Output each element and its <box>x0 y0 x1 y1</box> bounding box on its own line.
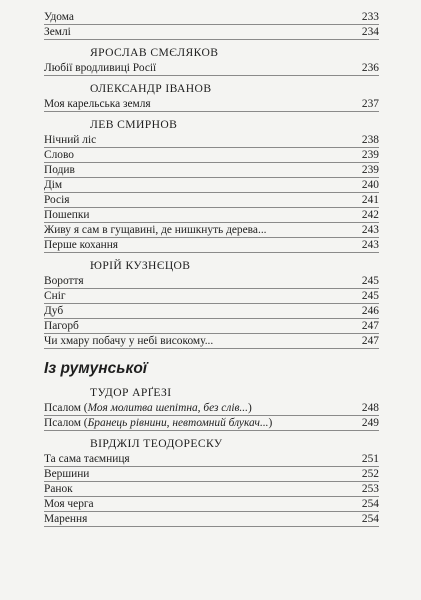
toc-entry <box>44 274 379 289</box>
toc-groups-before <box>44 10 379 349</box>
author-name: ОЛЕКСАНДР ІВАНОВ <box>90 82 212 95</box>
author-name: ЛЕВ СМИРНОВ <box>90 118 178 131</box>
toc-entry <box>44 10 379 25</box>
toc-entry <box>44 61 379 76</box>
entry-title-italic: Бранець рівнини, невтомний блукач... <box>87 417 269 429</box>
author-name: ТУДОР АРҐЕЗІ <box>90 386 172 399</box>
entry-title: Перше кохання <box>44 239 119 251</box>
toc-entry <box>44 193 379 208</box>
toc-entry <box>44 25 379 40</box>
entry-title: Слово <box>44 149 74 161</box>
entry-title-suffix: ) <box>247 402 252 414</box>
entry-title: Нічний ліс <box>44 134 97 146</box>
entry-title-prefix: Псалом ( <box>44 402 88 414</box>
entry-title: Вороття <box>44 275 84 287</box>
toc-entry <box>44 452 379 467</box>
entry-title: Марення <box>44 513 88 525</box>
entry-page-number: 251 <box>361 453 379 465</box>
toc-entry <box>44 482 379 497</box>
entry-page-number: 237 <box>361 98 379 110</box>
entry-title: Дім <box>44 179 63 191</box>
toc-entry <box>44 178 379 193</box>
entry-title: Вершини <box>44 468 90 480</box>
entry-title: Землі <box>44 26 71 38</box>
entry-page-number: 245 <box>361 275 379 287</box>
entry-title: Сніг <box>44 290 66 302</box>
entry-page-number: 243 <box>361 224 379 236</box>
entry-page-number: 247 <box>361 335 379 347</box>
entry-page-number: 236 <box>361 62 379 74</box>
entry-page-number: 233 <box>361 11 379 23</box>
entry-page-number: 243 <box>361 239 379 251</box>
entry-title: Живу я сам в гущавині, де нишкнуть дерева... <box>44 224 267 236</box>
entry-page-number: 246 <box>361 305 379 317</box>
entry-page-number: 238 <box>361 134 379 146</box>
entry-title: Росія <box>44 194 70 206</box>
toc-entry <box>44 208 379 223</box>
entry-page-number: 252 <box>361 468 379 480</box>
toc-entry <box>44 497 379 512</box>
toc-entry <box>44 512 379 527</box>
author-name: ЯРОСЛАВ СМЄЛЯКОВ <box>90 46 219 59</box>
entry-title: Удома <box>44 11 74 23</box>
entry-title: Моя черга <box>44 498 94 510</box>
entry-title <box>44 402 252 415</box>
toc-entry <box>44 238 379 253</box>
entry-page-number: 239 <box>361 164 379 176</box>
entry-page-number: 234 <box>361 26 379 38</box>
toc-entry <box>44 401 379 416</box>
entry-title: Чи хмару побачу у небі високому... <box>44 335 214 347</box>
entry-page-number: 253 <box>361 483 379 495</box>
entry-title-italic: Моя молитва шепітна, без слів... <box>87 402 248 414</box>
section-title: Із румунської <box>44 360 148 377</box>
entry-page-number: 249 <box>361 417 379 429</box>
toc-groups-after <box>44 384 379 527</box>
entry-title: Ранок <box>44 483 73 495</box>
toc-entry <box>44 319 379 334</box>
entry-title-suffix: ) <box>268 417 273 429</box>
toc-page <box>44 10 379 527</box>
entry-title <box>44 417 272 430</box>
author-name: ВІРДЖІЛ ТЕОДОРЕСКУ <box>90 437 223 450</box>
toc-entry <box>44 289 379 304</box>
entry-title: Пошепки <box>44 209 90 221</box>
entry-page-number: 240 <box>361 179 379 191</box>
entry-title: Та сама таємниця <box>44 453 130 465</box>
toc-entry <box>44 467 379 482</box>
entry-page-number: 239 <box>361 149 379 161</box>
entry-title: Моя карельська земля <box>44 98 151 110</box>
entry-title: Пагорб <box>44 320 79 332</box>
entry-title: Дуб <box>44 305 64 317</box>
entry-page-number: 241 <box>361 194 379 206</box>
entry-page-number: 242 <box>361 209 379 221</box>
toc-entry <box>44 148 379 163</box>
entry-title: Любії вродливиці Росії <box>44 62 157 74</box>
entry-page-number: 247 <box>361 320 379 332</box>
entry-page-number: 248 <box>361 402 379 414</box>
entry-page-number: 254 <box>361 513 379 525</box>
entry-page-number: 254 <box>361 498 379 510</box>
toc-entry <box>44 163 379 178</box>
entry-title-prefix: Псалом ( <box>44 417 88 429</box>
toc-entry <box>44 416 379 431</box>
toc-entry <box>44 223 379 238</box>
toc-entry <box>44 334 379 349</box>
toc-entry <box>44 304 379 319</box>
toc-entry <box>44 133 379 148</box>
entry-page-number: 245 <box>361 290 379 302</box>
author-name: ЮРІЙ КУЗНЄЦОВ <box>90 259 191 272</box>
toc-entry <box>44 97 379 112</box>
entry-title: Подив <box>44 164 75 176</box>
